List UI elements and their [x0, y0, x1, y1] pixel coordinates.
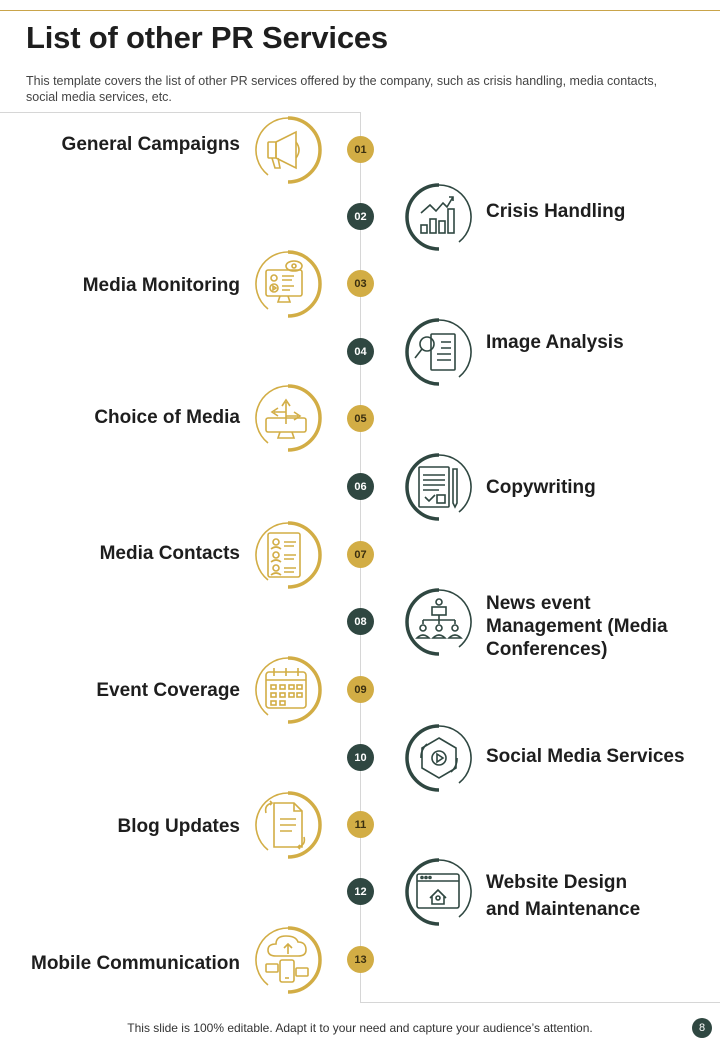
label-crisis-handling: Crisis Handling	[486, 201, 626, 222]
label-general-campaigns: General Campaigns	[61, 134, 240, 155]
monitoring-icon	[254, 250, 322, 318]
document-pen-icon	[405, 453, 473, 521]
top-rule	[0, 10, 720, 11]
step-number-09: 09	[347, 676, 374, 703]
conference-icon	[405, 588, 473, 656]
step-number-12: 12	[347, 878, 374, 905]
step-number-01: 01	[347, 136, 374, 163]
page-subtitle: This template covers the list of other PR services offered by the company, such as crisis handling, media contacts, social media services, etc.	[26, 74, 658, 104]
top-divider	[0, 112, 360, 113]
step-number-06: 06	[347, 473, 374, 500]
play-network-icon	[405, 724, 473, 792]
step-number-05: 05	[347, 405, 374, 432]
mobile-chat-icon	[254, 926, 322, 994]
step-number-11: 11	[347, 811, 374, 838]
blog-document-icon	[254, 791, 322, 859]
label-event-coverage: Event Coverage	[96, 680, 240, 701]
step-number-07: 07	[347, 541, 374, 568]
label-news-event-management: News event Management (Media Conferences)	[486, 593, 668, 660]
step-number-03: 03	[347, 270, 374, 297]
bar-chart-icon	[405, 183, 473, 251]
step-number-08: 08	[347, 608, 374, 635]
label-copywriting: Copywriting	[486, 477, 596, 498]
magnifier-report-icon	[405, 318, 473, 386]
website-icon	[405, 858, 473, 926]
megaphone-icon	[254, 116, 322, 184]
step-number-02: 02	[347, 203, 374, 230]
label-image-analysis: Image Analysis	[486, 332, 624, 353]
label-media-contacts: Media Contacts	[99, 543, 240, 564]
choice-arrows-icon	[254, 384, 322, 452]
label-blog-updates: Blog Updates	[117, 816, 240, 837]
label-social-media-services: Social Media Services	[486, 746, 685, 767]
step-number-13: 13	[347, 946, 374, 973]
calendar-icon	[254, 656, 322, 724]
step-number-10: 10	[347, 744, 374, 771]
bottom-divider	[360, 1002, 720, 1003]
label-website-design: Website Design and Maintenance	[486, 872, 641, 920]
label-media-monitoring: Media Monitoring	[82, 275, 240, 296]
step-number-04: 04	[347, 338, 374, 365]
page-title: List of other PR Services	[26, 20, 388, 55]
page-number: 8	[692, 1018, 712, 1038]
label-mobile-communication: Mobile Communication	[31, 953, 240, 974]
contacts-list-icon	[254, 521, 322, 589]
footer-note: This slide is 100% editable. Adapt it to your need and capture your audience’s attention.	[127, 1021, 593, 1035]
label-choice-of-media: Choice of Media	[94, 407, 240, 428]
